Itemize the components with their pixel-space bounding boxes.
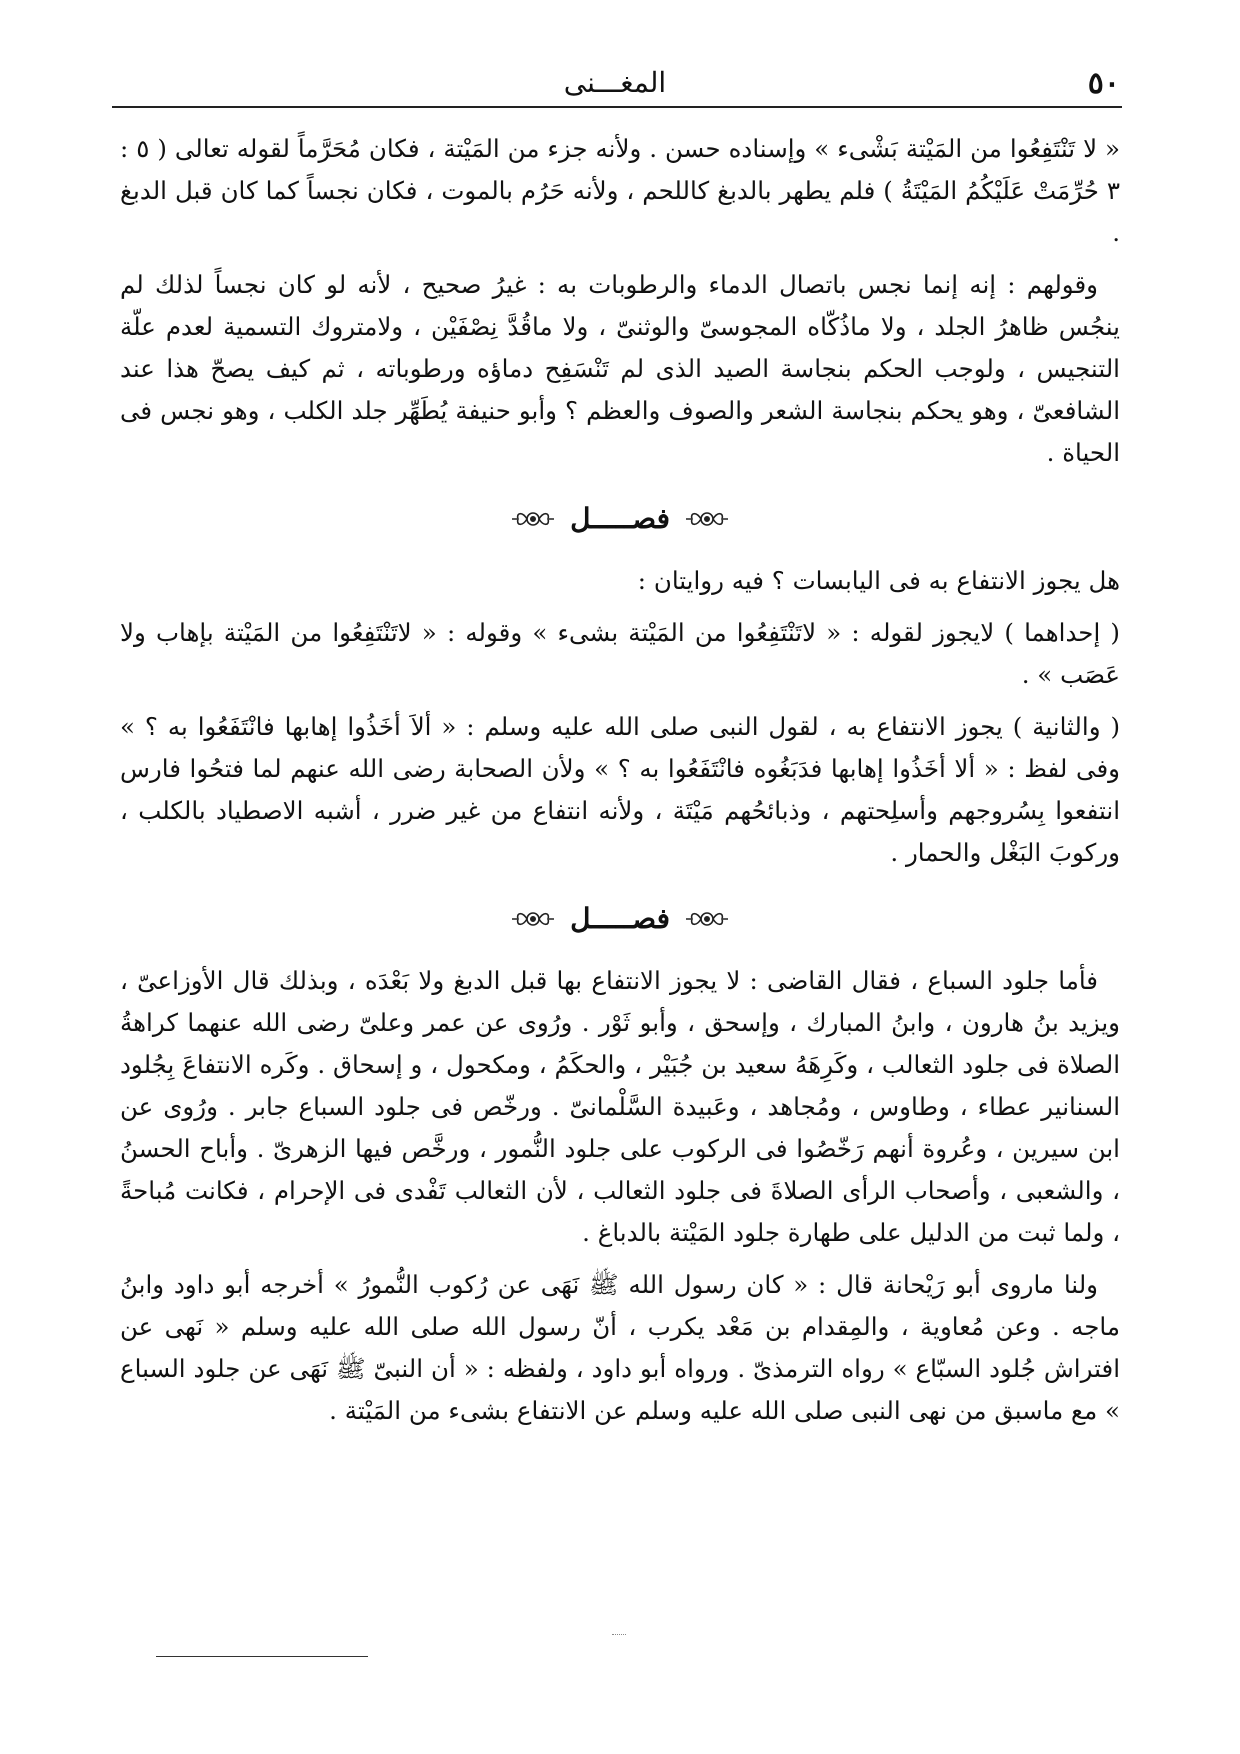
body-text — [120, 128, 1120, 1442]
section-heading-1 — [120, 484, 1120, 554]
paragraph-2: وقولهم : إنه إنما نجس باتصال الدماء والرطوبات به : غيرُ صحيح ، لأنه لو كان نجساً لذلك لم ينجُس ظاهرُ الجلد ، ولا ماذُكّاه المجوسىّ والوثنىّ ، ولا ماقُدَّ نِصْفَيْن ، ولامتروك التسمية لعدم علّة التنجيس ، ولوجب الحكم بنجاسة الصيد الذى لم تَنْسَفِح دماؤه ورطوباته ، ثم كيف يصحّ هذا عند الشافعىّ ، وهو يحكم بنجاسة الشعر والصوف والعظم ؟ وأبو حنيفة يُطَهِّر جلد الكلب ، وهو نجس فى الحياة . — [120, 270, 1120, 467]
floral-ornament-icon — [510, 906, 556, 932]
floral-ornament-icon — [684, 906, 730, 932]
section-2-paragraph-2: ولنا ماروى أبو رَيْحانة قال : « كان رسول الله ﷺ نَهَى عن رُكوب النُّمورُ » أخرجه أبو داود وابنُ ماجه . وعن مُعاوية ، والمِقدام بن مَعْد يكرب ، أنّ رسول الله صلى الله عليه وسلم « نَهى عن افتراش جُلود السبّاع » رواه الترمذىّ . ورواه أبو داود ، ولفظه : « أن النبىّ ﷺ نَهَى عن جلود السباع » مع ماسبق من نهى النبى صلى الله عليه وسلم عن الانتفاع بشىء من المَيْتة . — [120, 1270, 1120, 1425]
floral-ornament-icon — [510, 506, 556, 532]
page-number: ٥٠ — [1087, 66, 1120, 101]
footnote-rule — [156, 1656, 368, 1657]
page-header — [110, 62, 1120, 108]
section-heading-2-text: فصـــــل — [570, 902, 670, 935]
section-1-paragraph-3: ( والثانية ) يجوز الانتفاع به ، لقول النبى صلى الله عليه وسلم : « ألاَ أخَذُوا إهابها فانْتَفَعُوا به ؟ » وفى لفظ : « ألا أخَذُوا إهابها فدَبَغُوه فانْتَفَعُوا به ؟ » ولأن الصحابة رضى الله عنهم لما فتحُوا فارس انتفعوا بِسُروجهم وأسلِحتهم ، وذبائحُهم مَيْتَة ، ولأنه انتفاع من غير ضرر ، أشبه الاصطياد بالكلب ، وركوبَ البَغْل والحمار . — [120, 712, 1120, 867]
section-2-paragraph-1: فأما جلود السباع ، فقال القاضى : لا يجوز الانتفاع بها قبل الدبغ ولا بَعْدَه ، وبذلك قال الأوزاعىّ ، ويزيد بنُ هارون ، وابنُ المبارك ، وإسحق ، وأبو ثَوْر . ورُوى عن عمر وعلىّ رضى الله عنهما كراهةُ الصلاة فى جلود الثعالب ، وكَرِهَهُ سعيد بن جُبَيْر ، والحكَمُ ، ومكحول ، و إسحاق . وكَره الانتفاعَ بِجُلود السنانير عطاء ، وطاوس ، ومُجاهد ، وعَبيدة السَّلْمانىّ . ورخّص فى جلود السباع جابر . ورُوى عن ابن سيرين ، وعُروة أنهم رَخّصُوا فى الركوب على جلود النُّمور ، ورخَّص فيها الزهرىّ . وأباح الحسنُ ، والشعبى ، وأصحاب الرأى الصلاةَ فى جلود الثعالب ، لأن الثعالب تَفْدى فى الإحرام ، فكانت مُباحةً ، ولما ثبت من الدليل على طهارة جلود المَيْتة بالدباغ . — [120, 966, 1120, 1247]
floral-ornament-icon — [684, 506, 730, 532]
section-1-paragraph-1: هل يجوز الانتفاع به فى اليابسات ؟ فيه روايتان : — [637, 566, 1120, 595]
paragraph-1: « لا تَنْتَفِعُوا من المَيْتة بَشْىء » وإسناده حسن . ولأنه جزء من المَيْتة ، فكان مُحَرَّماً لقوله تعالى ( ٥ : ٣ حُرِّمَتْ عَلَيْكُمُ المَيْتَةُ ) فلم يطهر بالدبغ كاللحم ، ولأنه حَرُم بالموت ، فكان نجساً كما كان قبل الدبغ . — [120, 134, 1120, 247]
footer-mark — [612, 1634, 626, 1635]
section-heading-2 — [120, 884, 1120, 954]
section-1-paragraph-2: ( إحداهما ) لايجوز لقوله : « لاتَنْتَفِعُوا من المَيْتة بشىء » وقوله : « لاتَنْتَفِعُوا من المَيْتة بإهاب ولا عَصَب » . — [120, 618, 1120, 689]
section-heading-1-text: فصـــــل — [570, 502, 670, 535]
header-rule — [112, 106, 1122, 108]
running-title: المغـــنى — [563, 66, 667, 99]
